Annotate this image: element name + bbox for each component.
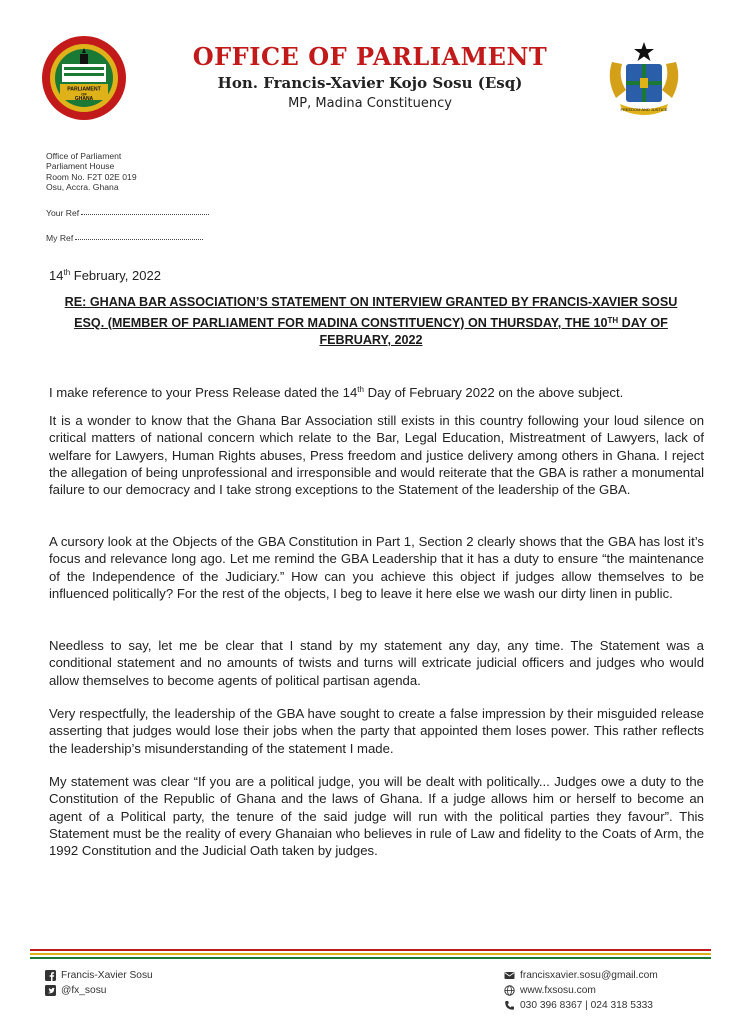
svg-text:GHANA: GHANA: [74, 96, 94, 102]
office-title: OFFICE OF PARLIAMENT: [192, 42, 548, 71]
letter-date: [49, 268, 161, 283]
address-line: Osu, Accra. Ghana: [46, 181, 119, 192]
subject-sup: TH: [607, 315, 619, 325]
address-line: Parliament House: [46, 161, 115, 172]
facebook-icon: [45, 970, 56, 981]
constituency: MP, Madina Constituency: [288, 96, 452, 111]
paragraph-6: My statement was clear “If you are a political judge, you will be dealt with politically... Judges owe a duty to the Constitution of the Republic of Ghana and the laws of Ghana. If a judge allows him or herself to become an agent of a Political party, the tenure of the said judge will run with the political parties they favour”. This Statement must be the reality of every Ghanaian who believes in rule of Law and fidelity to the Coats of Arm, the 1992 Constitution and the Judicial Oath taken by judges.: [49, 774, 704, 859]
your-ref-field: [46, 208, 209, 218]
parliament-of-ghana-seal-logo: [40, 34, 128, 122]
p1-text-end: Day of February 2022 on the above subject.: [363, 385, 624, 400]
footer-rule-red: [30, 949, 711, 951]
sender-address: [46, 151, 137, 192]
envelope-icon: [504, 970, 515, 981]
phone-numbers: 030 396 8367 | 024 318 5333: [520, 1000, 653, 1011]
paragraph-4: Needless to say, let me be clear that I stand by my statement any day, any time. The Statement was a conditional statement and no amounts of twists and turns will extricate judicial officers and judges who would allow themselves to become agents of political partisan agenda.: [49, 638, 704, 688]
address-line: Office of Parliament: [46, 151, 122, 161]
footer-contacts: [504, 968, 658, 1013]
svg-text:PARLIAMENT: PARLIAMENT: [67, 86, 101, 93]
paragraph-5: Very respectfully, the leadership of the GBA have sought to create a false impression by their misguided release asserting that judges would lose their jobs when the party that appointed them loses power. This rather reflects the leadership’s misunderstanding of the statement I made.: [49, 706, 704, 756]
ghana-coat-of-arms-logo: [604, 40, 684, 122]
subject-text: RE: GHANA BAR ASSOCIATION’S STATEMENT ON INTERVIEW GRANTED BY FRANCIS-XAVIER SOSU ESQ. (MEMBER OF PARLIAMENT FOR MADINA CONSTITUENCY) ON THURSDAY, THE 10: [64, 295, 678, 330]
globe-icon: [504, 985, 515, 996]
my-ref-blank: [75, 239, 203, 240]
address-line: Room No. F2T 02E 019: [46, 171, 137, 182]
website-contact[interactable]: [504, 983, 658, 998]
footer-social: [45, 968, 153, 998]
phone-icon: [504, 1000, 515, 1011]
footer-rule-green: [30, 957, 711, 959]
twitter-icon: [45, 985, 56, 996]
date-suffix: th: [63, 268, 71, 277]
paragraph-2: It is a wonder to know that the Ghana Bar Association still exists in this country following your loud silence on critical matters of national concern which relate to the Bar, Legal Education, Mistreatment of Lawyers, lack of welfare for Lawyers, Human Rights abuses, Press freedom and justice delivery among others in Ghana. I reject the allegation of being unprofessional and irresponsible and would reiterate that the GBA is rather a monumental failure to our democracy and I take strong exceptions to the Statement of the leadership of the GBA.: [49, 413, 704, 498]
email-contact[interactable]: [504, 968, 658, 983]
facebook-contact[interactable]: [45, 968, 153, 983]
twitter-handle: @fx_sosu: [61, 985, 107, 996]
your-ref-label: Your Ref: [46, 208, 80, 218]
letter-subject: [64, 294, 678, 350]
p1-text: I make reference to your Press Release dated the 14: [49, 385, 358, 400]
letterhead: [0, 0, 741, 140]
phone-contact[interactable]: [504, 998, 658, 1013]
my-ref-label: My Ref: [46, 233, 74, 243]
p1-sup: th: [357, 385, 364, 394]
date-day: 14: [49, 268, 64, 283]
svg-text:OF: OF: [81, 91, 87, 97]
your-ref-blank: [81, 214, 209, 215]
svg-text:FREEDOM AND JUSTICE: FREEDOM AND JUSTICE: [620, 107, 668, 112]
website-url: www.fxsosu.com: [520, 985, 596, 996]
footer-rule-gold: [30, 953, 711, 955]
email-address: francisxavier.sosu@gmail.com: [520, 970, 658, 981]
my-ref-field: [46, 233, 203, 243]
mp-name: Hon. Francis-Xavier Kojo Sosu (Esq): [217, 74, 523, 92]
facebook-handle: Francis-Xavier Sosu: [61, 970, 153, 981]
subject-text-end: DAY OF FEBRUARY, 2022: [319, 315, 668, 347]
twitter-contact[interactable]: [45, 983, 153, 998]
date-rest: February, 2022: [70, 268, 161, 283]
paragraph-1: [49, 384, 704, 401]
paragraph-3: A cursory look at the Objects of the GBA Constitution in Part 1, Section 2 clearly shows that the GBA has lost it’s focus and relevance long ago. Let me remind the GBA Leadership that it has a duty to ensure “the maintenance of the Independence of the Judiciary.” How can you achieve this object if judges allow themselves to be influenced politically? For the rest of the objects, I beg to leave it here else we wash our dirty linen in public.: [49, 534, 704, 601]
